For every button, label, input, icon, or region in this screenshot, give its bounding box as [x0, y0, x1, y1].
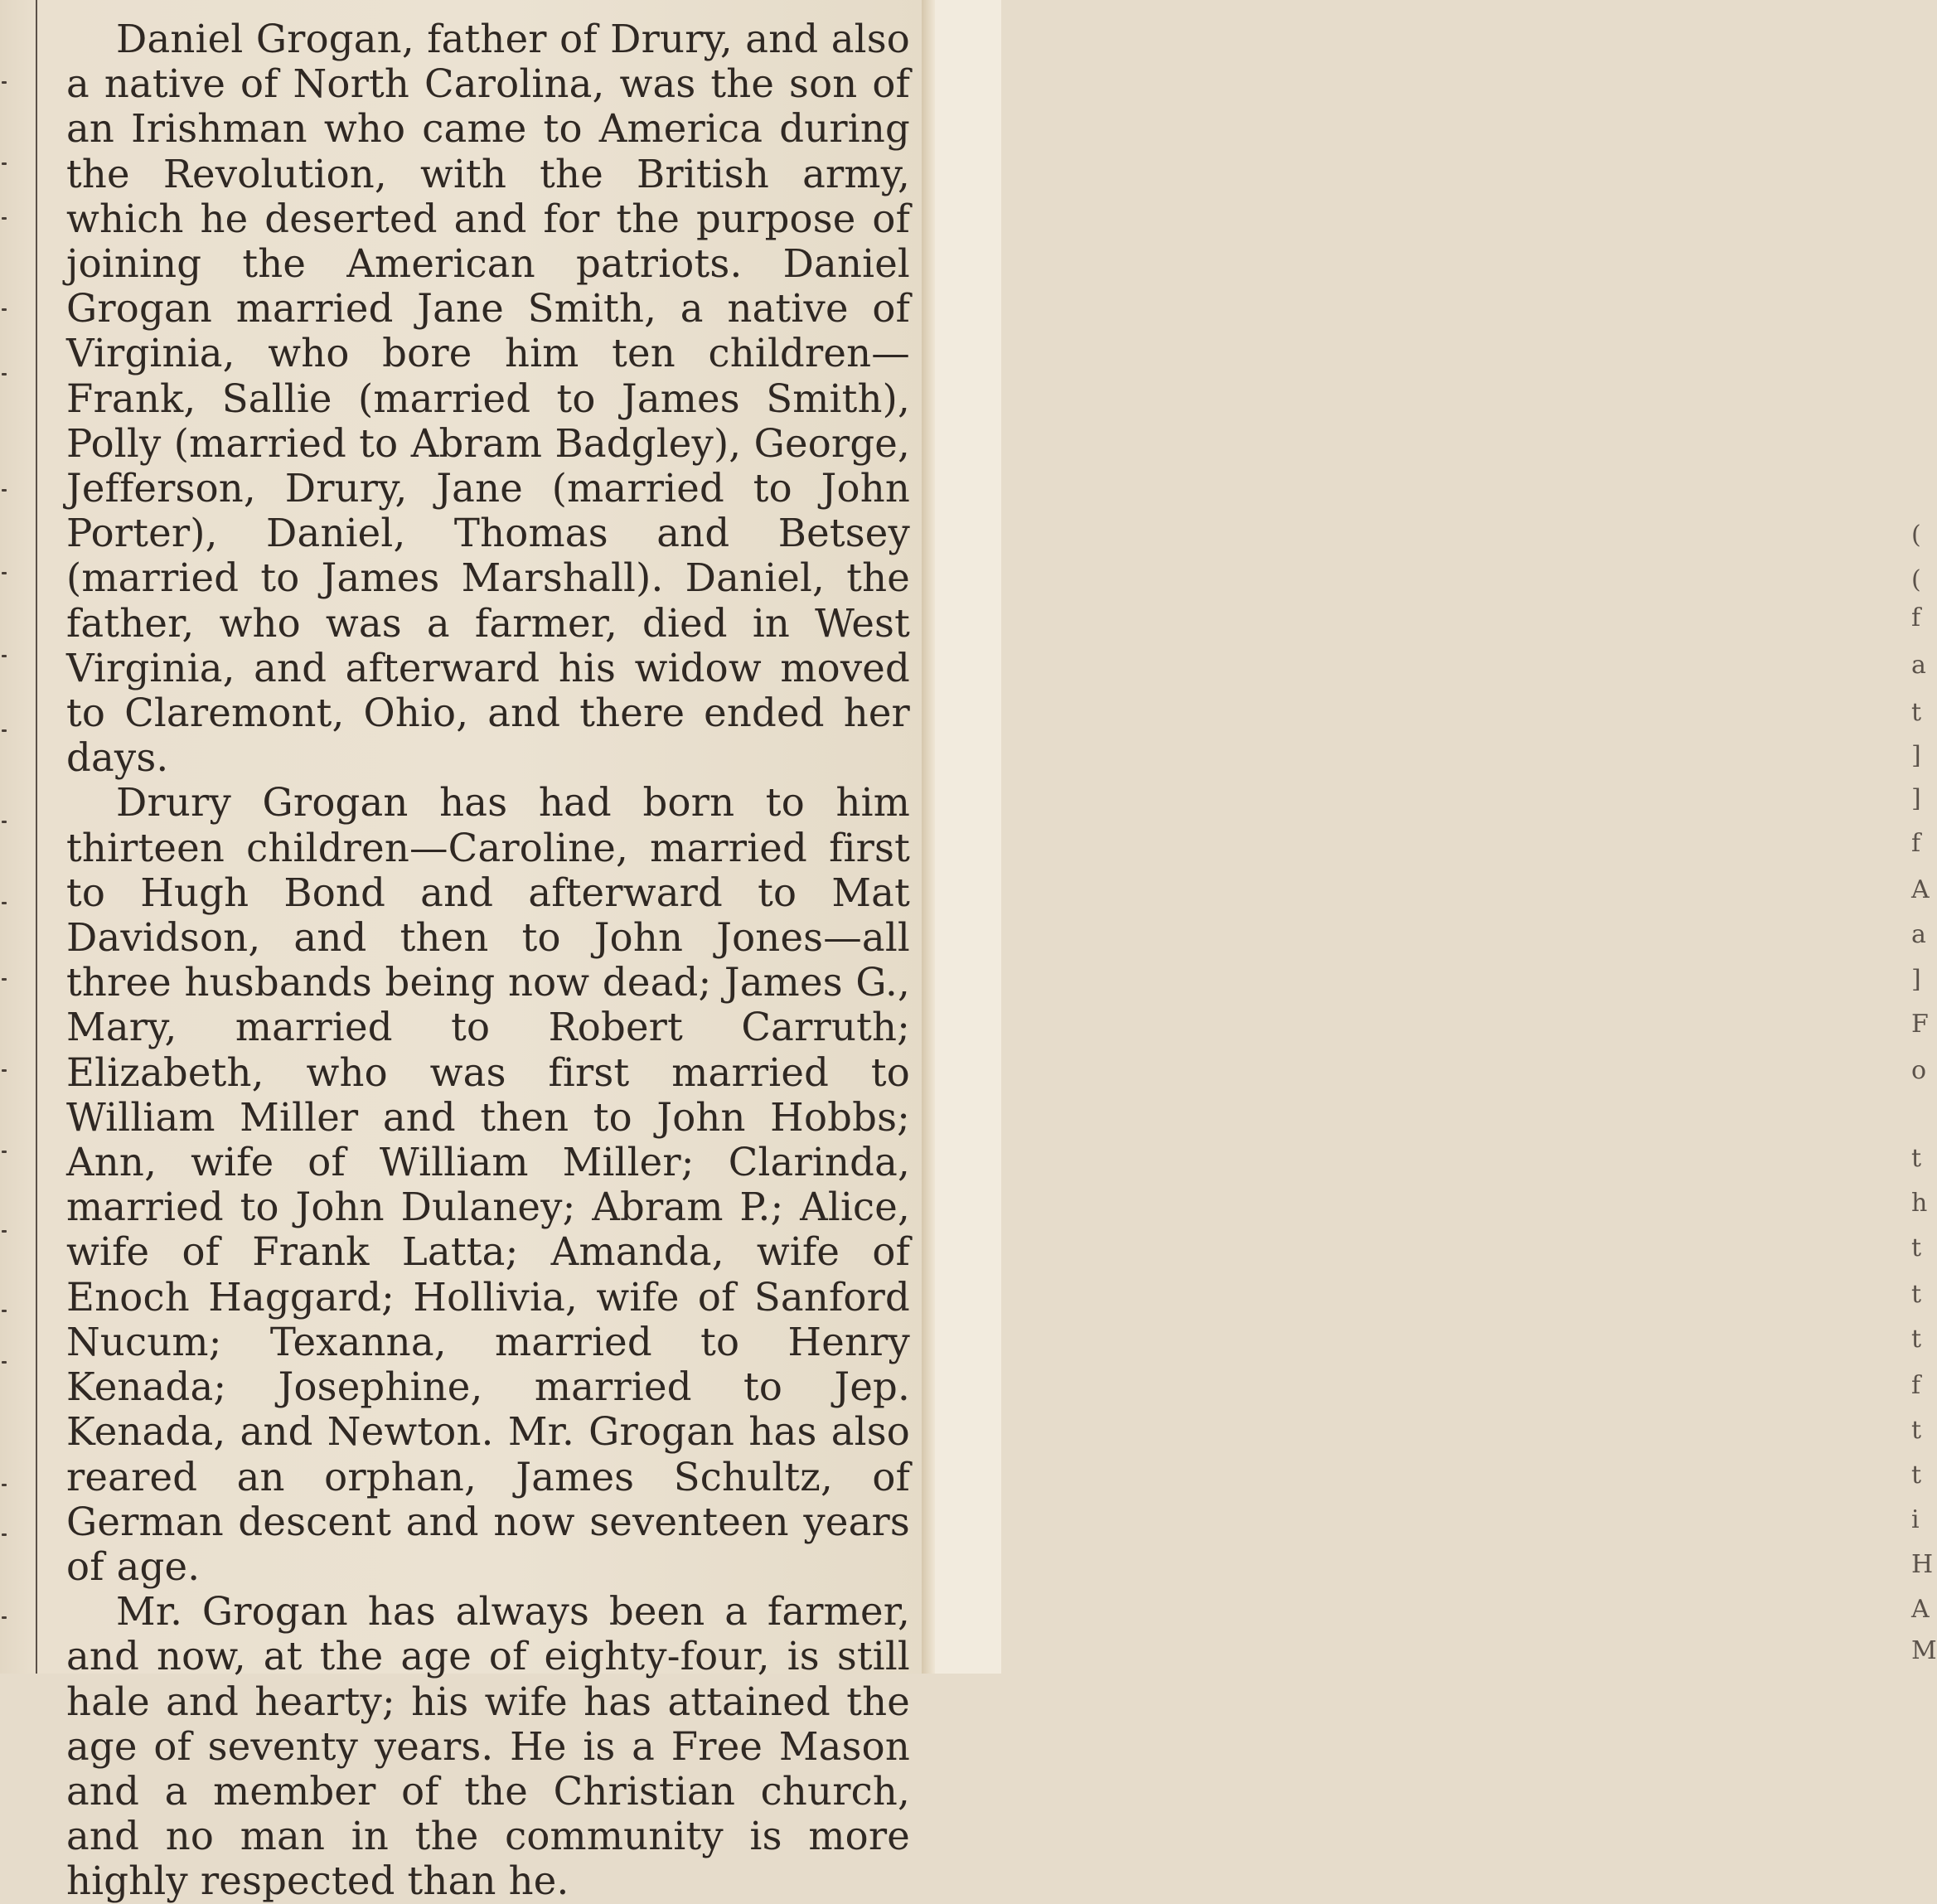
- margin-mark: [2, 217, 7, 220]
- facing-page-letter: t: [1911, 1461, 1922, 1490]
- facing-page-letter: t: [1911, 1325, 1922, 1354]
- biography-column: [66, 17, 910, 1904]
- page-gutter: [922, 0, 935, 1674]
- facing-page-letter: h: [1911, 1189, 1928, 1218]
- margin-mark: [2, 978, 7, 981]
- margin-mark: [2, 1361, 7, 1364]
- facing-page-letter: ]: [1911, 741, 1921, 770]
- margin-mark: [2, 308, 7, 311]
- paragraph-character: Mr. Grogan has always been a farmer, and now, at the age of eighty-four, is still hale and hearty; his wife has attained the age of seventy years. He is a Free Mason and a member of the Christian church, and no man in the community is more highly respected than he.: [66, 1589, 910, 1904]
- margin-mark: [2, 1533, 7, 1536]
- margin-mark: [2, 655, 7, 657]
- margin-mark: [2, 902, 7, 904]
- margin-mark: [2, 572, 7, 574]
- facing-page-letter: i: [1911, 1505, 1920, 1534]
- facing-page-letter: a: [1911, 651, 1926, 680]
- facing-page-letter: t: [1911, 1280, 1922, 1309]
- facing-page-letter: A: [1911, 1595, 1930, 1624]
- facing-page-letter: t: [1911, 1144, 1922, 1173]
- margin-mark: [2, 1069, 7, 1072]
- facing-page-letter: (: [1911, 565, 1921, 594]
- margin-mark: [2, 1616, 7, 1619]
- margin-mark: [2, 1484, 7, 1486]
- column-rule: [36, 0, 37, 1674]
- facing-page-letter: t: [1911, 698, 1922, 727]
- margin-mark: [2, 1230, 7, 1233]
- facing-page-letter: ]: [1911, 784, 1921, 813]
- facing-page-letter: a: [1911, 920, 1926, 949]
- facing-page-letter: t: [1911, 1233, 1922, 1262]
- paragraph-children: Drury Grogan has had born to him thirteen children—Caroline, married first to Hugh Bond and afterward to Mat Davidson, and then to John Jones—all three husbands being now dead; James G., Mary, married to Robert Carruth; Elizabeth, who was first married to William Miller and then to John Hobbs; Ann, wife of William Miller; Clarinda, married to John Dulaney; Abram P.; Alice, wife of Frank Latta; Amanda, wife of Enoch Haggard; Hollivia, wife of Sanford Nucum; Texanna, married to Henry Kenada; Josephine, married to Jep. Kenada, and Newton. Mr. Grogan has also reared an orphan, James Schultz, of German descent and now seventeen years of age.: [66, 780, 910, 1589]
- margin-mark: [2, 162, 7, 165]
- margin-mark: [2, 1310, 7, 1312]
- facing-page-letter: F: [1911, 1010, 1929, 1039]
- margin-mark: [2, 489, 7, 492]
- facing-page-letter: f: [1911, 603, 1921, 632]
- facing-page-letter: (: [1911, 521, 1921, 550]
- facing-page-letter: A: [1911, 875, 1930, 904]
- paragraph-parentage: Daniel Grogan, father of Drury, and also a native of North Carolina, was the son of an Irishman who came to America during the Revolution, with the British army, which he deserted and for the purpose of joining the American patriots. Daniel Grogan married Jane Smith, a native of Virginia, who bore him ten children—Frank, Sallie (married to James Smith), Polly (married to Abram Badgley), George, Jefferson, Drury, Jane (married to John Porter), Daniel, Thomas and Betsey (married to James Marshall). Daniel, the father, who was a farmer, died in West Virginia, and afterward his widow moved to Claremont, Ohio, and there ended her days.: [66, 17, 910, 781]
- facing-page-letter: f: [1911, 829, 1921, 858]
- facing-page-letter: o: [1911, 1056, 1927, 1085]
- facing-page-letter: H: [1911, 1550, 1934, 1579]
- margin-mark: [2, 81, 7, 84]
- margin-mark: [2, 1151, 7, 1153]
- facing-page-letter: t: [1911, 1416, 1922, 1445]
- margin-mark: [2, 729, 7, 732]
- facing-page-letter: M: [1911, 1636, 1937, 1665]
- facing-page-letter: f: [1911, 1371, 1921, 1400]
- facing-page-letter: ]: [1911, 965, 1921, 994]
- left-margin: [0, 0, 36, 1674]
- facing-page-edge: [935, 0, 1937, 1674]
- margin-mark: [2, 373, 7, 375]
- margin-mark: [2, 821, 7, 823]
